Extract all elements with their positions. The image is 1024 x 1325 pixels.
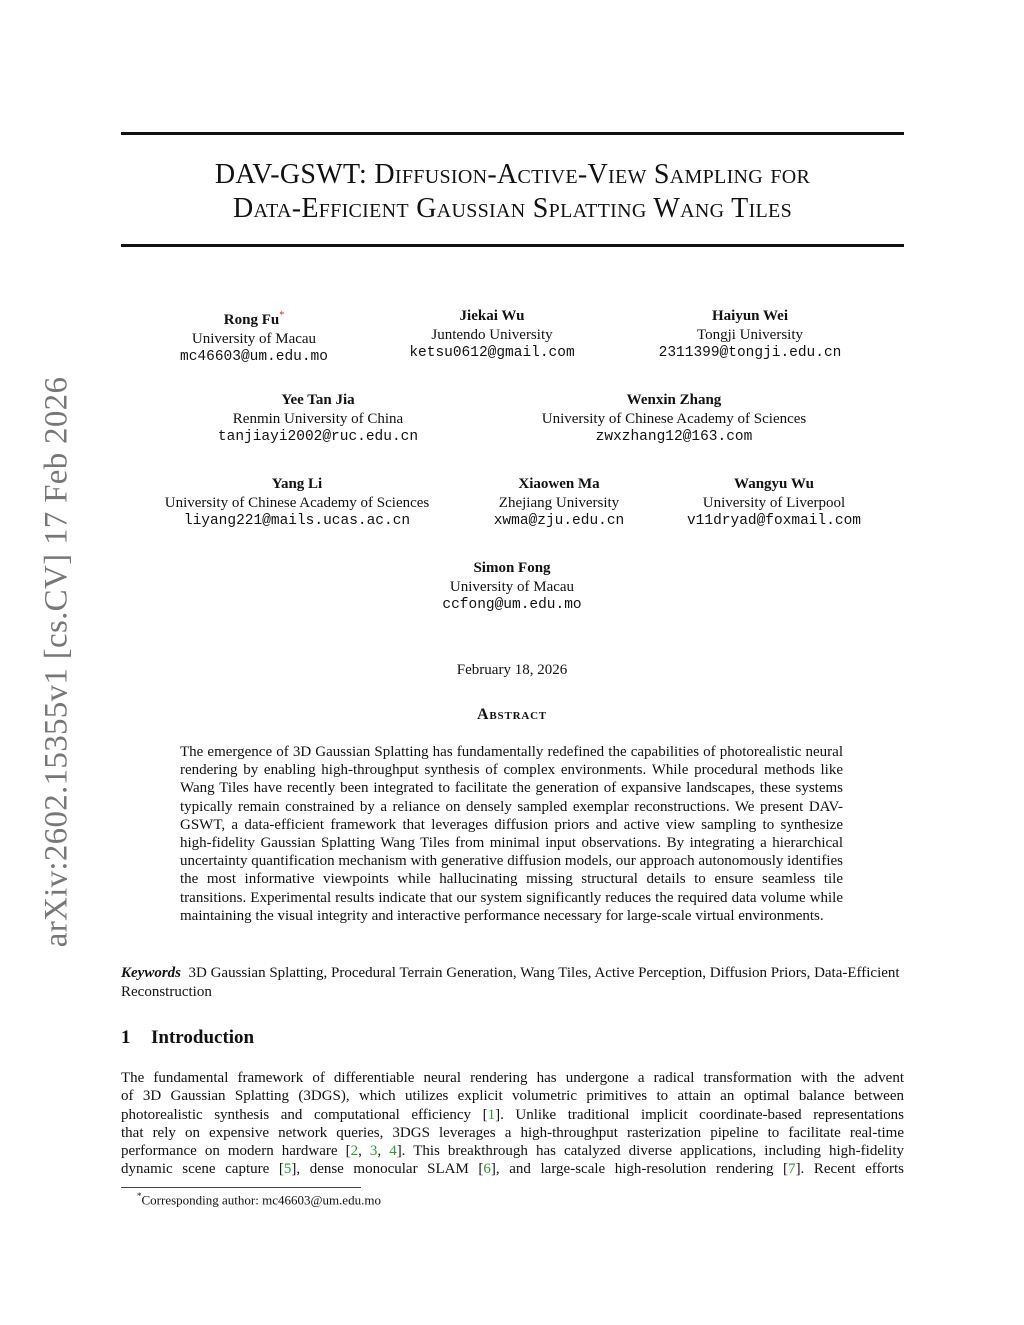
corresponding-author-marker: *	[279, 310, 285, 321]
title-bottom-rule	[121, 244, 904, 247]
introduction-text: ], dense monocular SLAM [	[291, 1161, 484, 1178]
citation-link[interactable]: 2	[350, 1143, 359, 1160]
introduction-text: ]. Recent efforts	[795, 1161, 904, 1178]
author-email[interactable]: tanjiayi2002@ruc.edu.cn	[217, 429, 419, 445]
introduction-line	[121, 1124, 904, 1142]
arxiv-identifier-stamp: arXiv:2602.15355v1 [cs.CV] 17 Feb 2026	[38, 376, 75, 948]
author-block	[409, 307, 574, 363]
author-affiliation: Zhejiang University	[498, 494, 620, 511]
author-email[interactable]: liyang221@mails.ucas.ac.cn	[183, 513, 411, 529]
author-block	[180, 307, 328, 367]
citation-link[interactable]: 7	[788, 1161, 796, 1178]
author-affiliation: Juntendo University	[431, 326, 553, 343]
author-affiliation: University of Chinese Academy of Sciences	[541, 410, 807, 427]
citation-link[interactable]: 1	[487, 1106, 496, 1123]
section-title: Introduction	[151, 1027, 255, 1048]
introduction-paragraph	[121, 1069, 904, 1179]
author-email[interactable]: 2311399@tongji.edu.cn	[658, 345, 842, 361]
introduction-text: that rely on expensive network queries, 3DGS leverages a high-throughput rasterization pipeline to facilitate real-time	[121, 1124, 904, 1141]
author-block	[165, 475, 430, 531]
introduction-line	[121, 1069, 904, 1087]
footnote-text: Corresponding author: mc46603@um.edu.mo	[141, 1192, 381, 1208]
author-email[interactable]: ccfong@um.edu.mo	[442, 597, 582, 613]
introduction-text: photorealistic synthesis and computational efficiency [	[121, 1106, 488, 1123]
citation-link[interactable]: 4	[389, 1143, 397, 1160]
introduction-text: ]. This breakthrough has catalyzed diverse applications, including high-fidelity	[396, 1143, 904, 1160]
section-number: 1	[121, 1027, 131, 1048]
footnote-rule	[121, 1187, 361, 1188]
paper-title-line-1: DAV-GSWT: Diffusion-Active-View Sampling for	[214, 159, 811, 190]
author-name: Yee Tan Jia	[281, 392, 355, 408]
introduction-text: of 3D Gaussian Splatting (3DGS), which utilizes explicit volumetric primitives to attain an optimal balance between	[121, 1088, 904, 1105]
paper-title-line-2: Data-Efficient Gaussian Splatting Wang Tiles	[232, 193, 792, 224]
author-affiliation: Renmin University of China	[232, 410, 404, 427]
citation-link[interactable]: 5	[283, 1161, 292, 1178]
introduction-line	[121, 1142, 904, 1160]
author-block	[218, 391, 418, 447]
introduction-text: performance on modern hardware [	[121, 1143, 351, 1160]
author-email[interactable]: xwma@zju.edu.cn	[493, 513, 625, 529]
author-block	[442, 559, 581, 615]
author-affiliation: University of Liverpool	[702, 494, 846, 511]
abstract-text: The emergence of 3D Gaussian Splatting has fundamentally redefined the capabilities of photorealistic neural rendering by enabling high-throughput synthesis of complex environments. While procedural methods like Wang Tiles have recently been integrated to facilitate the generation of expansive landscapes, these systems typically remain constrained by a reliance on densely sampled exemplar reconstructions. We present DAV-GSWT, a data-efficient framework that leverages diffusion priors and active view sampling to synthesize high-fidelity Gaussian Splatting Wang Tiles from minimal input observations. By integrating a hierarchical uncertainty quantification mechanism with generative diffusion models, our approach autonomously identifies the most informative viewpoints while hallucinating missing structural details to ensure seamless tile transitions. Experimental results indicate that our system significantly reduces the required data volume while maintaining the visual integrity and interactive performance necessary for large-scale virtual environments.	[180, 744, 843, 924]
author-name: Wangyu Wu	[734, 476, 814, 492]
author-block	[542, 391, 807, 447]
author-block	[659, 307, 842, 363]
author-name: Simon Fong	[473, 560, 551, 576]
introduction-text: ], and large-scale high-resolution rendering [	[490, 1161, 789, 1178]
author-name: Wenxin Zhang	[626, 392, 722, 408]
author-name: Haiyun Wei	[711, 308, 788, 324]
section-heading	[121, 1027, 254, 1049]
introduction-text: The fundamental framework of differentiable neural rendering has undergone a radical transformation with the advent	[121, 1070, 904, 1086]
author-email[interactable]: ketsu0612@gmail.com	[409, 345, 575, 361]
author-email[interactable]: zwxzhang12@163.com	[595, 429, 753, 445]
introduction-line	[121, 1160, 904, 1178]
author-block	[687, 475, 861, 531]
citation-link[interactable]: 3	[369, 1143, 378, 1160]
introduction-line	[121, 1087, 904, 1105]
keywords-label: Keywords	[121, 965, 181, 981]
paper-title	[121, 158, 904, 226]
keywords	[121, 964, 904, 1001]
author-email[interactable]: mc46603@um.edu.mo	[180, 349, 328, 365]
introduction-line	[121, 1106, 904, 1124]
introduction-text: ,	[377, 1143, 390, 1160]
author-name: Rong Fu*	[223, 310, 285, 328]
author-name: Jiekai Wu	[459, 308, 525, 324]
author-affiliation: University of Macau	[191, 330, 317, 347]
footnote	[137, 1191, 381, 1208]
author-name: Xiaowen Ma	[518, 476, 600, 492]
author-name: Yang Li	[271, 476, 323, 492]
publication-date: February 18, 2026	[456, 662, 568, 678]
introduction-text: ,	[358, 1143, 370, 1160]
author-affiliation: University of Chinese Academy of Sciences	[164, 494, 430, 511]
author-block	[494, 475, 625, 531]
author-affiliation: Tongji University	[696, 326, 804, 343]
author-email[interactable]: v11dryad@foxmail.com	[686, 513, 862, 529]
abstract-heading: Abstract	[477, 706, 547, 723]
introduction-text: ]. Unlike traditional implicit coordinate-based representations	[495, 1106, 904, 1123]
keywords-text: 3D Gaussian Splatting, Procedural Terrain Generation, Wang Tiles, Active Perception, Diffusion Priors, Data-Efficient Reconstruction	[121, 965, 900, 1000]
citation-link[interactable]: 6	[483, 1161, 491, 1178]
footnote-marker: *	[137, 1191, 142, 1201]
title-top-rule	[121, 132, 904, 135]
author-affiliation: University of Macau	[449, 578, 575, 595]
introduction-text: dynamic scene capture [	[121, 1161, 284, 1178]
